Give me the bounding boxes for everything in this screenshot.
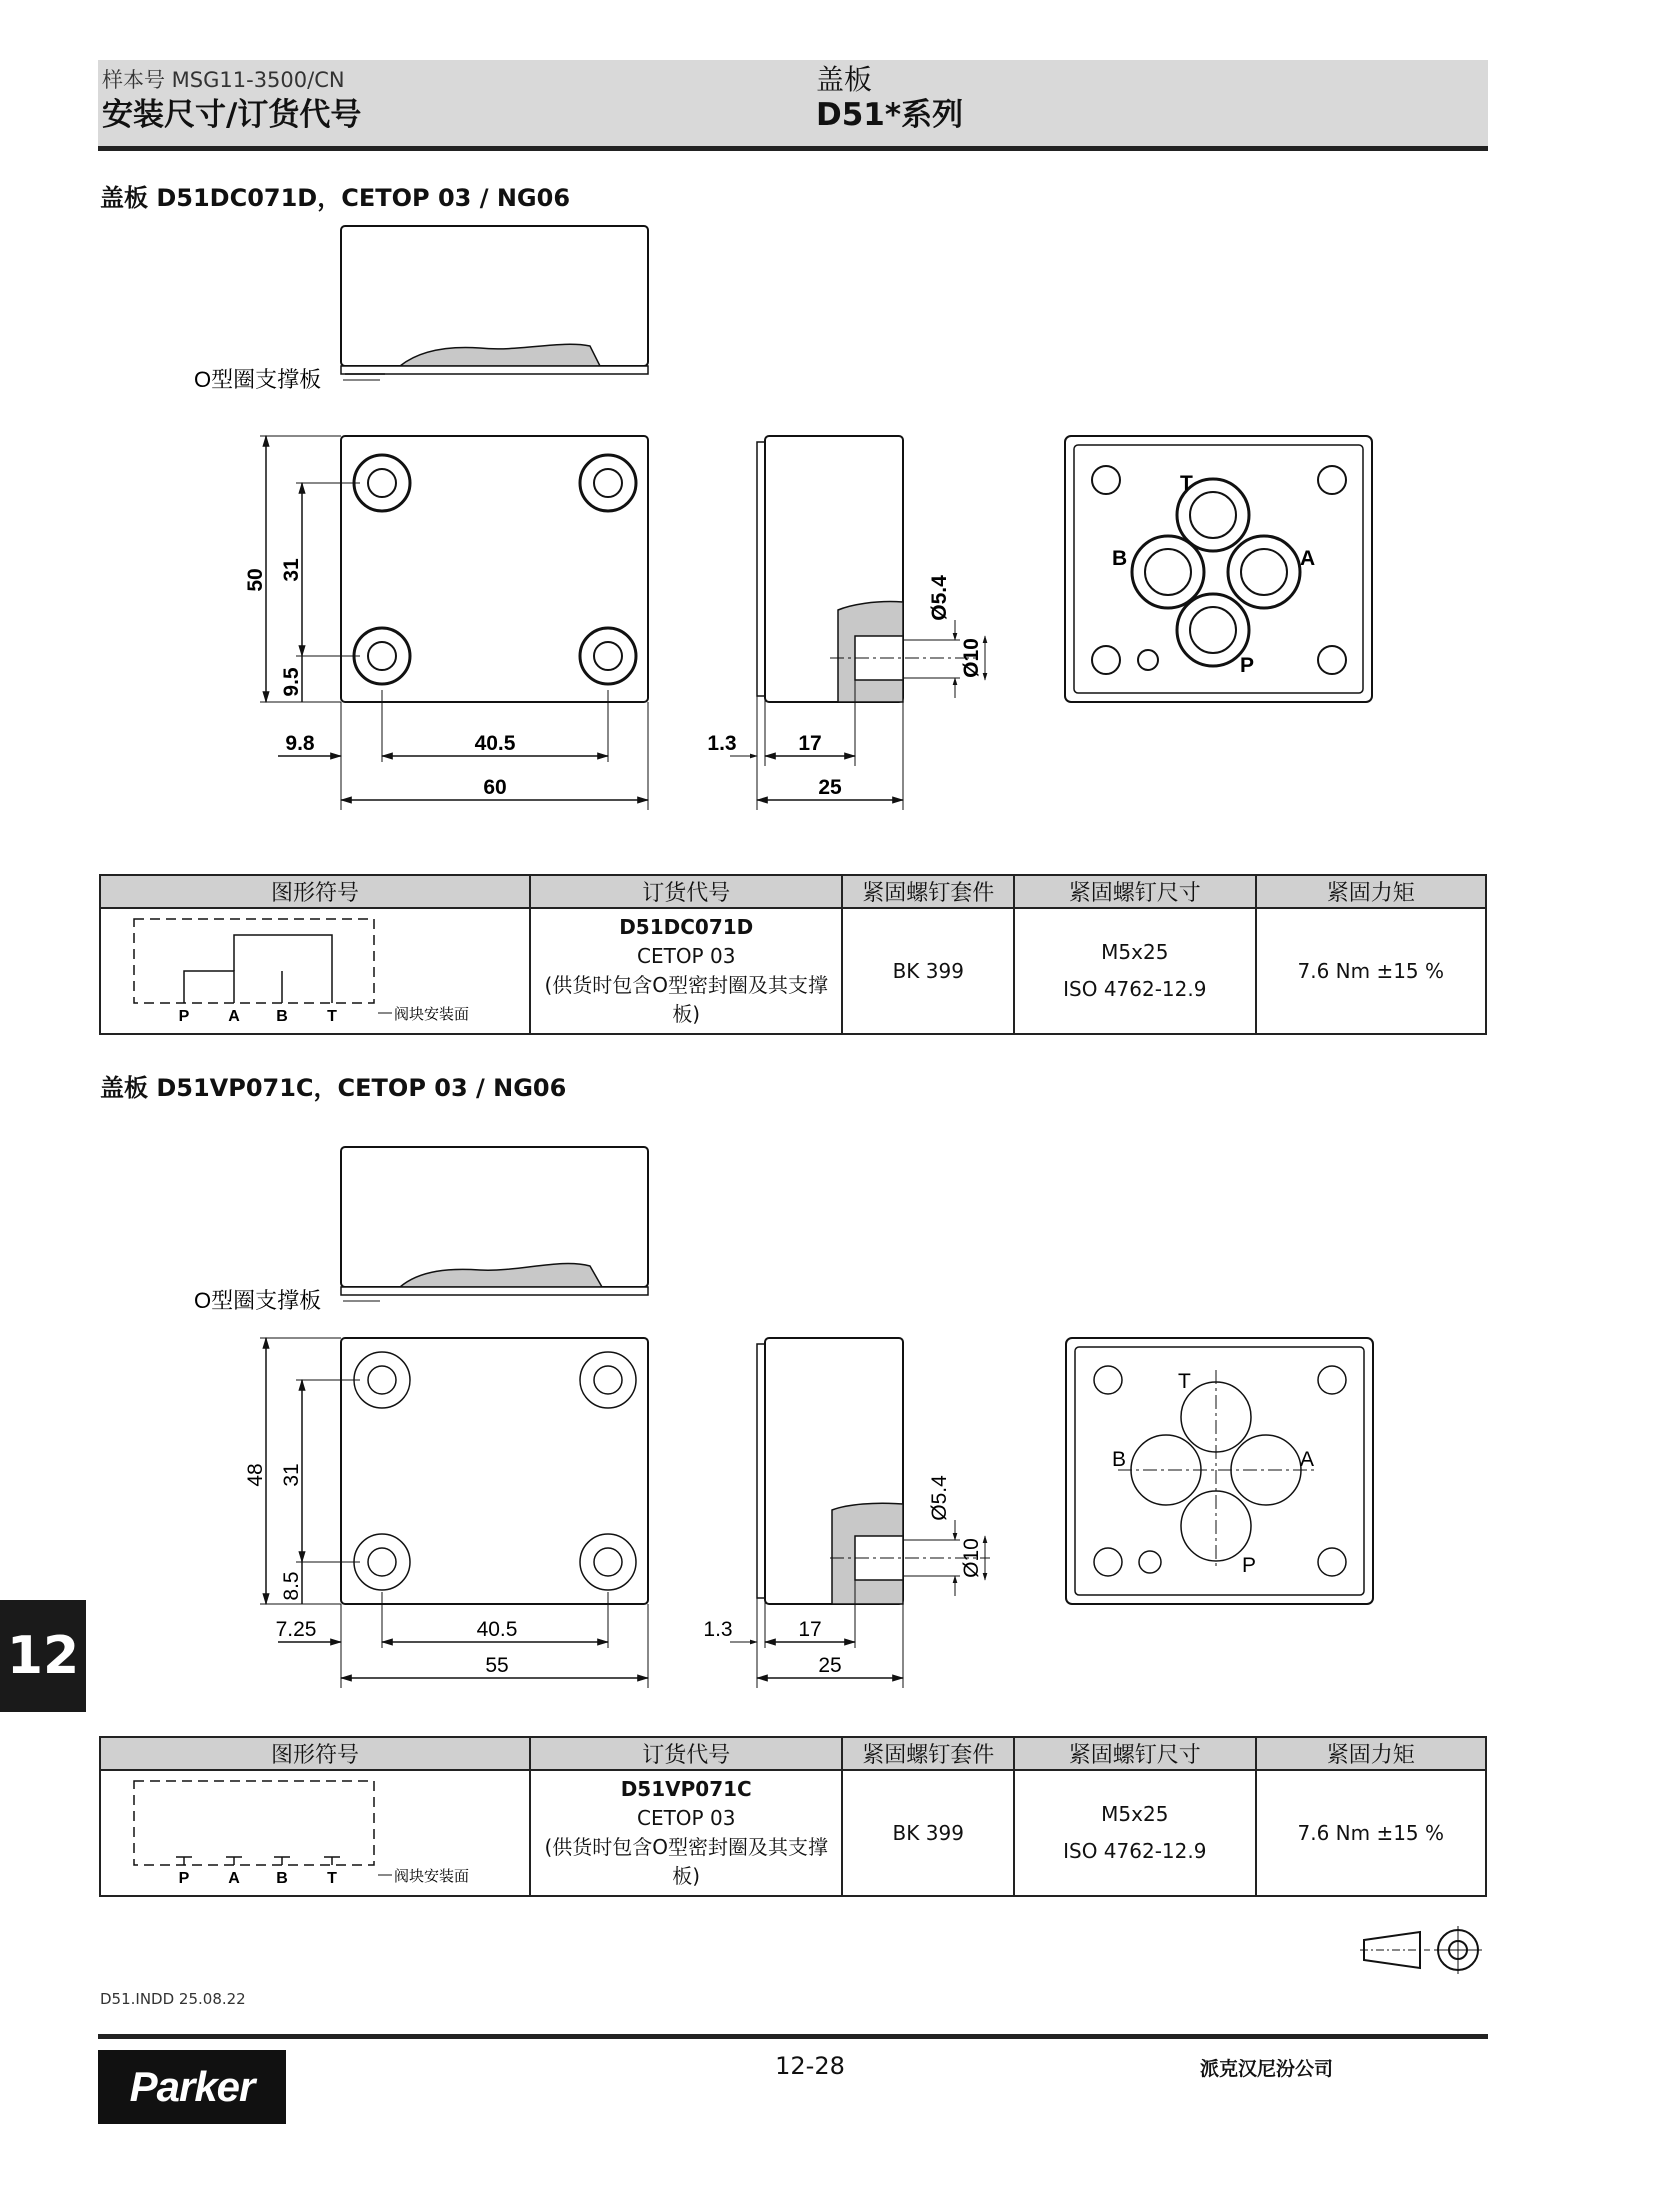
table-row	[100, 1770, 1486, 1896]
col-screw-size: 紧固螺钉尺寸	[1014, 1737, 1255, 1770]
symbol-note: 阀块安装面	[393, 1868, 469, 1885]
dim-hole-offset-h: 7.25	[275, 1618, 317, 1641]
section-2-drawing	[0, 1130, 1654, 1690]
port-p: P	[1240, 654, 1255, 677]
port-a: A	[1300, 1448, 1315, 1471]
footer-rule	[98, 2034, 1488, 2039]
hydraulic-symbol-1	[102, 909, 528, 1025]
order-standard: CETOP 03	[637, 944, 736, 968]
side-view	[703, 1338, 990, 1688]
section-1-drawing	[0, 210, 1654, 850]
file-reference: D51.INDD 25.08.22	[100, 1990, 246, 2008]
catalog-number: 样本号 MSG11-3500/CN	[102, 68, 345, 92]
front-view	[244, 436, 648, 810]
dim-side-offset: 1.3	[703, 1618, 733, 1641]
section-1-title: 盖板 D51DC071D，CETOP 03 / NG06	[100, 184, 571, 212]
bottom-view	[1065, 436, 1372, 702]
dim-bore-small: Ø5.4	[928, 1475, 951, 1521]
projection-symbol-icon	[1360, 1926, 1490, 1976]
port-p: P	[1242, 1554, 1257, 1577]
page-number: 12-28	[775, 2052, 845, 2080]
parker-logo: Parker	[98, 2050, 286, 2124]
dim-bore-large: Ø10	[960, 1538, 983, 1578]
company-name: 派克汉尼汾公司	[1200, 2058, 1334, 2080]
dim-width: 55	[485, 1654, 509, 1677]
symbol-port-t: T	[327, 1008, 337, 1025]
symbol-port-t: T	[327, 1870, 337, 1887]
col-screw-kit: 紧固螺钉套件	[842, 1737, 1014, 1770]
section-2-table	[99, 1736, 1487, 1897]
chapter-tab: 12	[0, 1600, 86, 1712]
screw-kit: BK 399	[842, 1770, 1014, 1896]
table-header-row	[100, 1737, 1486, 1770]
order-note: (供货时包含O型密封圈及其支撑板)	[544, 973, 828, 1026]
header-right	[816, 63, 964, 136]
dim-hole-spacing-h: 40.5	[474, 732, 516, 755]
screw-size: M5x25	[1101, 940, 1169, 964]
dim-height: 48	[244, 1463, 267, 1487]
section-1-table	[99, 874, 1487, 1035]
symbol-port-a: A	[228, 1008, 240, 1025]
dim-height: 50	[244, 568, 267, 592]
top-view	[194, 1147, 648, 1313]
symbol-port-b: B	[276, 1008, 288, 1025]
symbol-port-p: P	[178, 1008, 190, 1025]
top-view	[194, 226, 648, 392]
dim-hole-spacing-v: 31	[280, 1463, 303, 1487]
front-view	[244, 1338, 648, 1688]
dim-hole-offset-v: 9.5	[280, 667, 303, 697]
dim-hole-offset-h: 9.8	[285, 732, 315, 755]
dim-hole-spacing-h: 40.5	[476, 1618, 518, 1641]
dim-side-depth: 17	[798, 732, 822, 755]
order-standard: CETOP 03	[636, 1806, 736, 1830]
header-left	[102, 66, 361, 136]
section-2-title: 盖板 D51VP071C，CETOP 03 / NG06	[100, 1074, 567, 1102]
torque: 7.6 Nm ±15 %	[1256, 908, 1486, 1034]
screw-kit: BK 399	[842, 908, 1014, 1034]
screw-standard: ISO 4762-12.9	[1063, 1839, 1207, 1863]
dim-bore-large: Ø10	[960, 638, 983, 678]
col-symbol: 图形符号	[100, 1737, 530, 1770]
symbol-port-a: A	[228, 1870, 240, 1887]
dim-side-width: 25	[818, 776, 842, 799]
product-subtitle: 盖板	[816, 63, 873, 96]
symbol-port-p: P	[178, 1870, 190, 1887]
col-screw-kit: 紧固螺钉套件	[842, 875, 1014, 908]
oring-label-2: O型圈支撑板	[194, 1288, 322, 1313]
dim-hole-spacing-v: 31	[280, 558, 303, 582]
table-header-row	[100, 875, 1486, 908]
col-torque: 紧固力矩	[1256, 875, 1486, 908]
dim-side-depth: 17	[798, 1618, 822, 1641]
torque: 7.6 Nm ±15 %	[1256, 1770, 1486, 1896]
col-order-code: 订货代号	[530, 1737, 842, 1770]
dim-side-width: 25	[818, 1654, 842, 1677]
port-b: B	[1112, 1448, 1127, 1471]
table-row	[100, 908, 1486, 1034]
order-code: D51VP071C	[620, 1777, 752, 1801]
port-t: T	[1178, 1370, 1191, 1393]
symbol-port-b: B	[276, 1870, 288, 1887]
dim-bore-small: Ø5.4	[928, 575, 951, 621]
col-order-code: 订货代号	[530, 875, 842, 908]
oring-label-1: O型圈支撑板	[194, 367, 322, 392]
screw-standard: ISO 4762-12.9	[1063, 977, 1207, 1001]
symbol-note: 阀块安装面	[393, 1006, 469, 1023]
side-view	[707, 436, 985, 810]
port-b: B	[1112, 547, 1128, 570]
screw-size: M5x25	[1101, 1802, 1169, 1826]
order-note: (供货时包含O型密封圈及其支撑板)	[544, 1835, 828, 1888]
port-t: T	[1180, 472, 1193, 495]
bottom-view	[1066, 1338, 1373, 1604]
dim-hole-offset-v: 8.5	[280, 1571, 303, 1601]
dim-side-offset: 1.3	[707, 732, 737, 755]
hydraulic-symbol-2	[102, 1771, 528, 1887]
col-torque: 紧固力矩	[1256, 1737, 1486, 1770]
product-title: D51*系列	[816, 97, 964, 133]
order-code: D51DC071D	[619, 915, 754, 939]
col-screw-size: 紧固螺钉尺寸	[1014, 875, 1255, 908]
col-symbol: 图形符号	[100, 875, 530, 908]
section-title: 安装尺寸/订货代号	[102, 97, 362, 133]
dim-width: 60	[483, 776, 507, 799]
port-a: A	[1300, 547, 1316, 570]
